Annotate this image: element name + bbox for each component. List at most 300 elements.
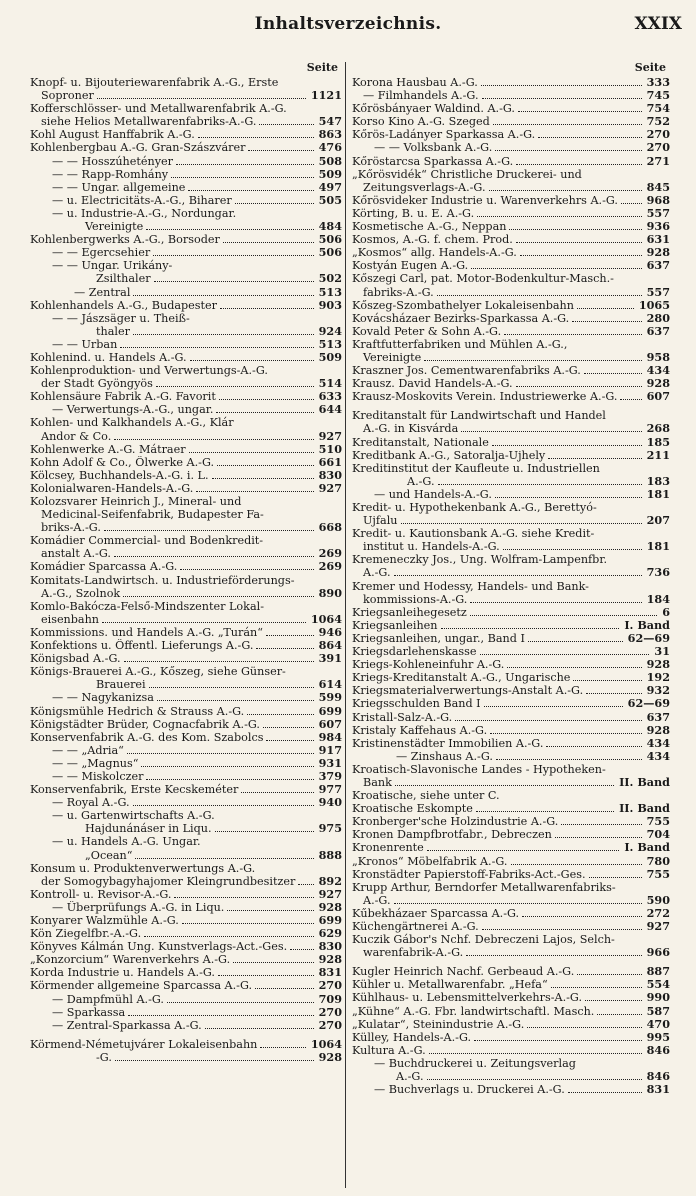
dot-leader xyxy=(190,360,314,361)
page-ref: 890 xyxy=(318,586,342,600)
entry-text: Königs-Brauerei A.-G., Kőszeg, siehe Günser- xyxy=(30,665,286,679)
page-ref: 508 xyxy=(318,154,342,168)
index-entry xyxy=(352,978,670,991)
entry-text: Kohlenind. u. Handels A.-G. xyxy=(30,350,187,364)
dot-leader xyxy=(395,785,614,786)
index-entry xyxy=(30,783,342,796)
index-entry xyxy=(30,338,342,351)
entry-text: A.-G. xyxy=(363,893,391,907)
index-entry xyxy=(30,914,342,927)
index-entry xyxy=(352,881,670,894)
index-entry xyxy=(352,920,670,933)
dot-leader xyxy=(518,111,642,112)
page-ref: 270 xyxy=(646,128,670,142)
dot-leader xyxy=(548,458,641,459)
entry-text: Körmender allgemeine Sparcassa A.-G. xyxy=(30,979,253,993)
page-ref: 1064 xyxy=(310,612,342,626)
index-entry xyxy=(30,966,342,979)
page-ref: 903 xyxy=(318,298,342,312)
index-entry xyxy=(30,220,342,233)
entry-text: — — Jászsäger u. Theiß- xyxy=(52,311,190,325)
index-entry xyxy=(352,272,670,285)
dot-leader xyxy=(585,1000,642,1001)
page-ref: 513 xyxy=(318,337,342,351)
entry-text: — — Hosszúhetényer xyxy=(52,154,173,168)
dot-leader xyxy=(259,124,313,125)
page-ref: 547 xyxy=(318,115,342,129)
index-entry xyxy=(30,168,342,181)
page-ref: 270 xyxy=(318,1005,342,1019)
entry-text: Kovácsházaer Bezirks-Sparkassa A.-G. xyxy=(352,311,570,325)
page-ref: 470 xyxy=(646,1017,670,1031)
index-entry xyxy=(30,312,342,325)
dot-leader xyxy=(516,164,641,165)
index-entry xyxy=(352,737,670,750)
entry-text: Kronberger'sche Holzindustrie A.-G. xyxy=(352,815,559,829)
entry-text: — Royal A.-G. xyxy=(52,796,130,810)
page-ref: 557 xyxy=(646,206,670,220)
entry-text: — — Ungar. Urikány- xyxy=(52,259,173,273)
entry-text: Kovald Peter & Sohn A.-G. xyxy=(352,324,502,338)
dot-leader xyxy=(123,596,313,597)
index-entry xyxy=(352,102,670,115)
dot-leader xyxy=(573,680,641,681)
page-ref: 864 xyxy=(318,639,342,653)
entry-text: Korona Hausbau A.-G. xyxy=(352,76,478,89)
page-ref: 958 xyxy=(646,350,670,364)
entry-text: Kredit- u. Kautionsbank A.-G. siehe Kredit- xyxy=(352,527,595,541)
index-entry xyxy=(30,443,342,456)
index-entry xyxy=(352,207,670,220)
entry-text: A.-G. xyxy=(407,474,435,488)
entry-text: Kőrösvideker Industrie u. Warenverkehrs A.-G. xyxy=(352,193,618,207)
entry-text: Kriegs-Kreditanstalt A.-G., Ungarische xyxy=(352,671,571,685)
dot-leader xyxy=(441,628,620,629)
dot-leader xyxy=(146,779,313,780)
entry-text: Körmend-Németujvárer Lokaleisenbahn xyxy=(30,1037,258,1051)
page-ref: 699 xyxy=(318,704,342,718)
index-entry xyxy=(30,181,342,194)
index-entry xyxy=(352,580,670,593)
dot-leader xyxy=(174,897,313,898)
index-entry xyxy=(30,927,342,940)
entry-text: Komádier Commercial- und Bodenkredit- xyxy=(30,534,264,548)
page-ref: 755 xyxy=(646,867,670,881)
index-entry xyxy=(352,750,670,763)
dot-leader xyxy=(223,242,314,243)
page-ref: 736 xyxy=(646,566,670,580)
page-ref: 927 xyxy=(646,920,670,933)
index-entry xyxy=(352,409,670,422)
entry-text: Kuczik Gábor's Nchf. Debreczeni Lajos, Selch- xyxy=(352,933,615,947)
entry-text: — — Nagykanizsa xyxy=(52,691,154,705)
entry-text: — u. Industrie-A.-G., Nordungar. xyxy=(52,206,237,220)
entry-text: — Filmhandels A.-G. xyxy=(363,89,479,103)
page-ref: 845 xyxy=(646,180,670,194)
page-ref: 434 xyxy=(646,749,670,763)
index-entry xyxy=(352,1044,670,1057)
index-entry xyxy=(30,521,342,534)
dot-leader xyxy=(176,164,314,165)
entry-text: Andor & Co. xyxy=(41,429,112,443)
dot-leader xyxy=(484,706,623,707)
index-entry xyxy=(30,901,342,914)
dot-leader xyxy=(298,884,313,885)
page-ref: 272 xyxy=(646,906,670,920)
entry-text: — — Volksbank A.-G. xyxy=(374,141,493,155)
page-ref: 1065 xyxy=(638,298,670,312)
entry-text: der Somogybagyhajomer Kleingrundbesitzer xyxy=(41,874,296,888)
dot-leader xyxy=(133,334,314,335)
entry-text: Külley, Handels-A.-G. xyxy=(352,1030,472,1044)
entry-text: Kostyán Eugen A.-G. xyxy=(352,259,469,273)
index-entry xyxy=(30,102,342,115)
page-ref: 892 xyxy=(318,874,342,888)
page-ref: 831 xyxy=(318,966,342,980)
index-entry xyxy=(352,364,670,377)
index-entry xyxy=(30,286,342,299)
entry-text: Hajdunánáser in Liqu. xyxy=(85,822,212,836)
page-ref: 269 xyxy=(318,547,342,561)
dot-leader xyxy=(114,439,313,440)
entry-text: Korso Kino A.-G. Szeged xyxy=(352,115,490,129)
index-entry xyxy=(30,141,342,154)
index-entry xyxy=(352,259,670,272)
dot-leader xyxy=(180,569,313,570)
page-ref: 928 xyxy=(318,900,342,914)
index-entry xyxy=(30,678,342,691)
entry-text: siehe Helios Metallwarenfabriks-A.-G. xyxy=(41,115,257,129)
index-entry xyxy=(30,390,342,403)
page-ref: 888 xyxy=(318,848,342,862)
index-entry xyxy=(352,1070,670,1083)
index-entry xyxy=(352,325,670,338)
page-ref: 502 xyxy=(318,272,342,286)
index-entry xyxy=(30,207,342,220)
page-ref: 509 xyxy=(318,167,342,181)
page-ref: 709 xyxy=(318,992,342,1006)
page-ref: 62—69 xyxy=(627,631,670,645)
dot-leader xyxy=(555,837,642,838)
dot-leader xyxy=(115,1060,314,1061)
dot-leader xyxy=(215,831,314,832)
page-ref: I. Band xyxy=(624,841,670,855)
dot-leader xyxy=(437,295,642,296)
entry-text: Kohl August Hanffabrik A.-G. xyxy=(30,128,195,142)
dot-leader xyxy=(127,753,314,754)
dot-leader xyxy=(97,98,306,99)
dot-leader xyxy=(489,190,642,191)
dot-leader xyxy=(141,766,313,767)
entry-text: Konfektions u. Öffentl. Lieferungs A.-G. xyxy=(30,639,254,653)
index-entry xyxy=(30,259,342,272)
index-entry xyxy=(352,553,670,566)
index-entry xyxy=(30,1019,342,1032)
index-entry xyxy=(30,757,342,770)
page-ref: 940 xyxy=(318,796,342,810)
entry-text: anstalt A.-G. xyxy=(41,547,111,561)
dot-leader xyxy=(538,137,641,138)
index-entry xyxy=(352,1031,670,1044)
entry-text: Medicinal-Seifenfabrik, Budapester Fa- xyxy=(41,508,264,522)
index-entry xyxy=(352,855,670,868)
index-entry xyxy=(352,436,670,449)
index-entry xyxy=(352,527,670,540)
index-entry xyxy=(352,488,670,501)
dot-leader xyxy=(620,399,641,400)
entry-text: — — Rapp-Romhány xyxy=(52,167,169,181)
dot-leader xyxy=(461,431,641,432)
index-entry xyxy=(30,835,342,848)
index-entry xyxy=(30,456,342,469)
dot-leader xyxy=(167,1002,314,1003)
index-entry xyxy=(352,965,670,978)
entry-text: — — Miskolczer xyxy=(52,769,144,783)
entry-text: „Kosmos“ allg. Handels-A.-G. xyxy=(352,246,517,260)
index-entry xyxy=(352,684,670,697)
entry-text: Kriegsanleihegesetz xyxy=(352,605,467,619)
dot-leader xyxy=(516,242,642,243)
page-ref: 830 xyxy=(318,468,342,482)
entry-text: Krausz. David Handels-A.-G. xyxy=(352,377,513,391)
entry-text: Kommissions. und Handels A.-G. „Turán“ xyxy=(30,625,263,639)
dot-leader xyxy=(171,177,314,178)
entry-text: — — Ungar. allgemeine xyxy=(52,180,186,194)
page-ref: 192 xyxy=(646,671,670,685)
index-entry xyxy=(352,540,670,553)
page-ref: 333 xyxy=(646,76,670,89)
index-entry xyxy=(30,744,342,757)
dot-leader xyxy=(424,360,641,361)
page-ref: 207 xyxy=(646,514,670,528)
page-ref: 270 xyxy=(318,979,342,993)
index-entry xyxy=(352,475,670,488)
entry-text: Kosmetische A.-G., Neppan xyxy=(352,220,507,234)
page-ref: 928 xyxy=(646,658,670,672)
dot-leader xyxy=(490,733,642,734)
page-title: Inhaltsverzeichnis. xyxy=(254,14,442,34)
index-entry xyxy=(30,403,342,416)
entry-text: Königstädter Brüder, Cognacfabrik A.-G. xyxy=(30,717,260,731)
dot-leader xyxy=(218,975,314,976)
index-entry xyxy=(30,849,342,862)
page-ref: 966 xyxy=(646,946,670,960)
page-ref: 510 xyxy=(318,442,342,456)
dot-leader xyxy=(511,864,642,865)
dot-leader xyxy=(495,150,641,151)
entry-text: Konsum u. Produktenverwertungs A.-G. xyxy=(30,861,256,875)
index-entry xyxy=(30,430,342,443)
entry-text: Konyarer Walzmühle A.-G. xyxy=(30,914,179,927)
dot-leader xyxy=(154,281,314,282)
entry-text: — — Urban xyxy=(52,337,118,351)
dot-leader xyxy=(466,955,641,956)
page-ref: 668 xyxy=(318,521,342,535)
dot-leader xyxy=(493,124,642,125)
index-entry xyxy=(30,875,342,888)
dot-leader xyxy=(495,497,642,498)
page-ref: 62—69 xyxy=(627,697,670,711)
index-entry xyxy=(30,364,342,377)
index-entry xyxy=(30,547,342,560)
page-ref: 924 xyxy=(318,324,342,338)
dot-leader xyxy=(572,321,641,322)
dot-leader xyxy=(589,877,642,878)
right-column-header: Seite xyxy=(634,61,666,74)
dot-leader xyxy=(577,974,641,975)
dot-leader xyxy=(156,386,314,387)
index-entry xyxy=(352,115,670,128)
entry-text: Konservenfabrik A.-G. des Kom. Szabolcs xyxy=(30,730,264,744)
entry-text: Knopf- u. Bijouteriewarenfabrik A.-G., Erste xyxy=(30,76,279,89)
index-entry xyxy=(352,338,670,351)
page-ref: 6 xyxy=(662,605,670,619)
index-entry xyxy=(352,449,670,462)
page-ref: 704 xyxy=(646,828,670,842)
index-entry xyxy=(352,220,670,233)
entry-text: Kön Ziegelfbr.-A.-G. xyxy=(30,927,142,941)
index-entry xyxy=(352,501,670,514)
entry-text: Kőröstarcsa Sparkassa A.-G. xyxy=(352,154,514,168)
index-entry xyxy=(30,299,342,312)
entry-text: Kohn Adolf & Co., Ölwerke A.-G. xyxy=(30,455,215,469)
dot-leader xyxy=(394,903,642,904)
page-ref: II. Band xyxy=(619,775,670,789)
dot-leader xyxy=(492,445,642,446)
entry-text: Kölcsey, Buchhandels-A.-G. i. L. xyxy=(30,468,209,482)
dot-leader xyxy=(597,1014,641,1015)
page-ref: 270 xyxy=(318,1018,342,1032)
index-entry xyxy=(30,89,342,102)
page-ref: 661 xyxy=(318,455,342,469)
page-ref: 31 xyxy=(654,645,670,659)
entry-text: — Zentral-Sparkassa A.-G. xyxy=(52,1018,202,1032)
dot-leader xyxy=(124,661,314,662)
entry-text: „Kühne“ A.-G. Fbr. landwirtschaftl. Masch. xyxy=(352,1004,595,1018)
entry-text: institut u. Handels-A.-G. xyxy=(363,540,500,554)
page-ref: 830 xyxy=(318,940,342,954)
page-ref: 754 xyxy=(646,102,670,116)
entry-text: — — Egercsehier xyxy=(52,246,151,260)
entry-text: „Konzorcium“ Warenverkehrs A.-G. xyxy=(30,953,231,967)
entry-text: Vereinigte xyxy=(85,220,144,234)
index-entry xyxy=(30,822,342,835)
page-ref: 269 xyxy=(318,560,342,574)
dot-leader xyxy=(504,334,642,335)
dot-leader xyxy=(205,1028,314,1029)
dot-leader xyxy=(248,150,313,151)
entry-text: Kofferschlösser- und Metallwarenfabrik A.-G. xyxy=(30,102,287,116)
page-ref: 932 xyxy=(646,684,670,698)
entry-text: Kremeneczky Jos., Ung. Wolfram-Lampenfbr. xyxy=(352,553,608,567)
dot-leader xyxy=(153,255,313,256)
entry-text: — Verwertungs-A.-G., ungar. xyxy=(52,403,214,417)
entry-text: — — „Magnus“ xyxy=(52,756,139,770)
entry-text: Kohlenwerke A.-G. Mátraer xyxy=(30,442,186,456)
dot-leader xyxy=(157,700,314,701)
entry-text: Kreditanstalt, Nationale xyxy=(352,435,489,449)
page-ref: 181 xyxy=(646,540,670,554)
entry-text: Konservenfabrik, Erste Kecskeméter xyxy=(30,783,239,797)
index-entry xyxy=(30,600,342,613)
index-entry xyxy=(352,802,670,815)
dot-leader xyxy=(220,308,314,309)
index-entry xyxy=(352,246,670,259)
page-ref: 557 xyxy=(646,285,670,299)
entry-text: -G. xyxy=(96,1050,112,1064)
dot-leader xyxy=(438,484,642,485)
page-ref: 644 xyxy=(318,403,342,417)
index-entry xyxy=(352,390,670,403)
index-entry xyxy=(352,907,670,920)
page-ref: 977 xyxy=(318,783,342,797)
dot-leader xyxy=(144,936,313,937)
page-number: XXIX xyxy=(634,14,682,34)
page-ref: 554 xyxy=(646,978,670,992)
page-ref: 995 xyxy=(646,1030,670,1044)
page-ref: 990 xyxy=(646,991,670,1005)
index-entry xyxy=(30,469,342,482)
page-ref: 268 xyxy=(646,422,670,436)
dot-leader xyxy=(470,602,641,603)
entry-text: Kraszner Jos. Cementwarenfabriks A.-G. xyxy=(352,364,581,378)
page-ref: 887 xyxy=(646,965,670,979)
entry-text: Kontroll- u. Revisor-A.-G. xyxy=(30,887,172,901)
entry-text: Bank xyxy=(363,775,392,789)
page-ref: 476 xyxy=(318,141,342,155)
dot-leader xyxy=(247,714,313,715)
entry-text: Küchengärtnerei A.-G. xyxy=(352,920,479,933)
page-ref: 506 xyxy=(318,246,342,260)
entry-text: Krausz-Moskovits Verein. Industriewerke A.-G. xyxy=(352,390,618,404)
entry-text: Kugler Heinrich Nachf. Gerbeaud A.-G. xyxy=(352,965,575,979)
page-ref: 745 xyxy=(646,89,670,103)
dot-leader xyxy=(474,1040,642,1041)
index-entry xyxy=(352,181,670,194)
entry-text: eisenbahn xyxy=(41,612,100,626)
dot-leader xyxy=(527,1027,641,1028)
page-ref: 755 xyxy=(646,815,670,829)
index-entry xyxy=(30,534,342,547)
dot-leader xyxy=(102,622,306,623)
page-ref: 1121 xyxy=(310,89,342,103)
dot-leader xyxy=(233,962,314,963)
dot-leader xyxy=(227,910,313,911)
index-entry xyxy=(352,868,670,881)
entry-text: Kriegsanleihen xyxy=(352,618,438,632)
page-ref: 271 xyxy=(646,154,670,168)
page-ref: 185 xyxy=(646,435,670,449)
index-entry xyxy=(30,155,342,168)
page-ref: 513 xyxy=(318,285,342,299)
page-ref: 434 xyxy=(646,364,670,378)
index-entry xyxy=(352,894,670,907)
page-ref: 928 xyxy=(318,1050,342,1064)
index-entry xyxy=(352,76,670,89)
entry-text: Kreditanstalt für Landwirtschaft und Handel xyxy=(352,409,606,423)
index-entry xyxy=(352,841,670,854)
entry-text: Kroatische, siehe unter C. xyxy=(352,789,500,803)
page-ref: 607 xyxy=(646,390,670,404)
dot-leader xyxy=(266,635,314,636)
entry-text: — u. Gartenwirtschafts A.-G. xyxy=(52,809,215,823)
page-ref: 631 xyxy=(646,233,670,247)
index-entry xyxy=(352,155,670,168)
entry-text: Kolonialwaren-Handels-A.-G. xyxy=(30,481,194,495)
entry-text: — Buchverlags u. Druckerei A.-G. xyxy=(374,1083,565,1097)
dot-leader xyxy=(135,858,313,859)
entry-text: Korda Industrie u. Handels A.-G. xyxy=(30,966,215,980)
